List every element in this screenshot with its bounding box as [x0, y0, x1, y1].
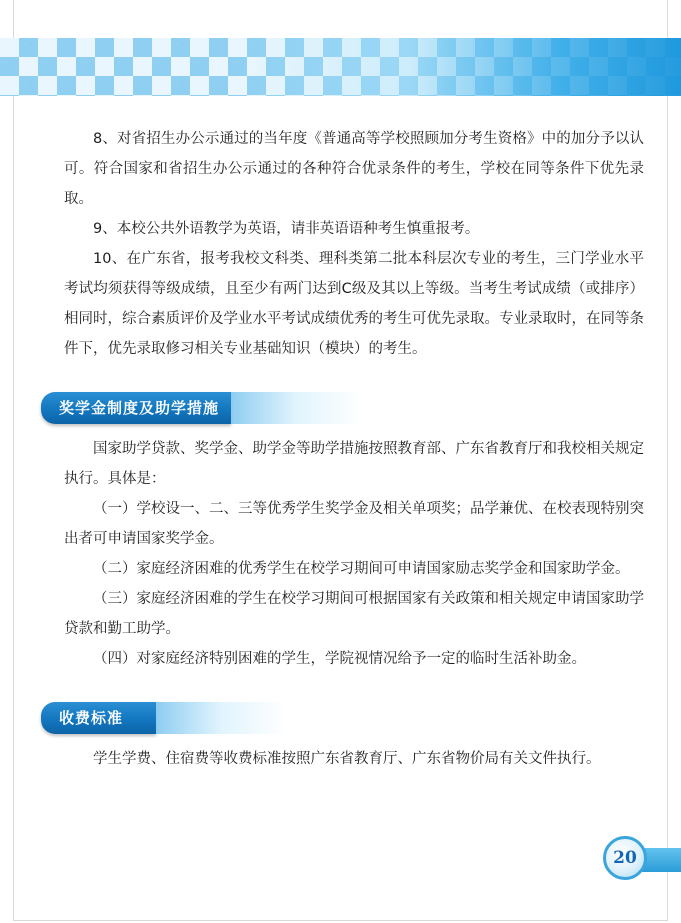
section-tab-tail [231, 392, 361, 424]
section-title: 收费标准 [59, 709, 124, 727]
paragraph-item-8: 8、对省招生办公示通过的当年度《普通高等学校照顾加分考生资格》中的加分予以认可。符合国家和省招生办公示通过的各种符合优录条件的考生，学校在同等条件下优先录取。 [64, 131, 644, 207]
banner-gradient [0, 38, 681, 96]
paragraph-item-10: 10、在广东省，报考我校文科类、理科类第二批本科层次专业的考生，三门学业水平考试均须获得等级成绩，且至少有两门达到C级及其以上等级。当考生考试成绩（或排序）相同时，综合素质评价及学业水平考试成绩优秀的考生可优先录取。专业录取时，在同等条件下，优先录取修习相关专业基础知识（模块）的考生。 [64, 251, 644, 357]
section-header-scholarship [41, 388, 644, 428]
section-header-fees [41, 698, 644, 738]
scholarship-intro: 国家助学贷款、奖学金、助学金等助学措施按照教育部、广东省教育厅和我校相关规定执行。具体是： [64, 441, 644, 487]
scholarship-item-3: （三）家庭经济困难的学生在校学习期间可根据国家有关政策和相关规定申请国家助学贷款和勤工助学。 [64, 591, 644, 637]
fees-paragraph: 学生学费、住宿费等收费标准按照广东省教育厅、广东省物价局有关文件执行。 [93, 751, 601, 767]
section-title: 奖学金制度及助学措施 [59, 399, 220, 417]
page-number: 20 [603, 836, 647, 880]
scholarship-item-2: （二）家庭经济困难的优秀学生在校学习期间可申请国家励志奖学金和国家助学金。 [93, 561, 630, 577]
header-banner [0, 38, 681, 96]
paragraph-item-9: 9、本校公共外语教学为英语，请非英语语种考生慎重报考。 [93, 221, 480, 237]
main-content [59, 124, 644, 774]
page-number-tab [600, 836, 681, 884]
section-tab-tail [156, 702, 286, 734]
scholarship-item-4: （四）对家庭经济特别困难的学生，学院视情况给予一定的临时生活补助金。 [93, 651, 586, 667]
scholarship-item-1: （一）学校设一、二、三等优秀学生奖学金及相关单项奖；品学兼优、在校表现特别突出者可申请国家奖学金。 [64, 501, 644, 547]
